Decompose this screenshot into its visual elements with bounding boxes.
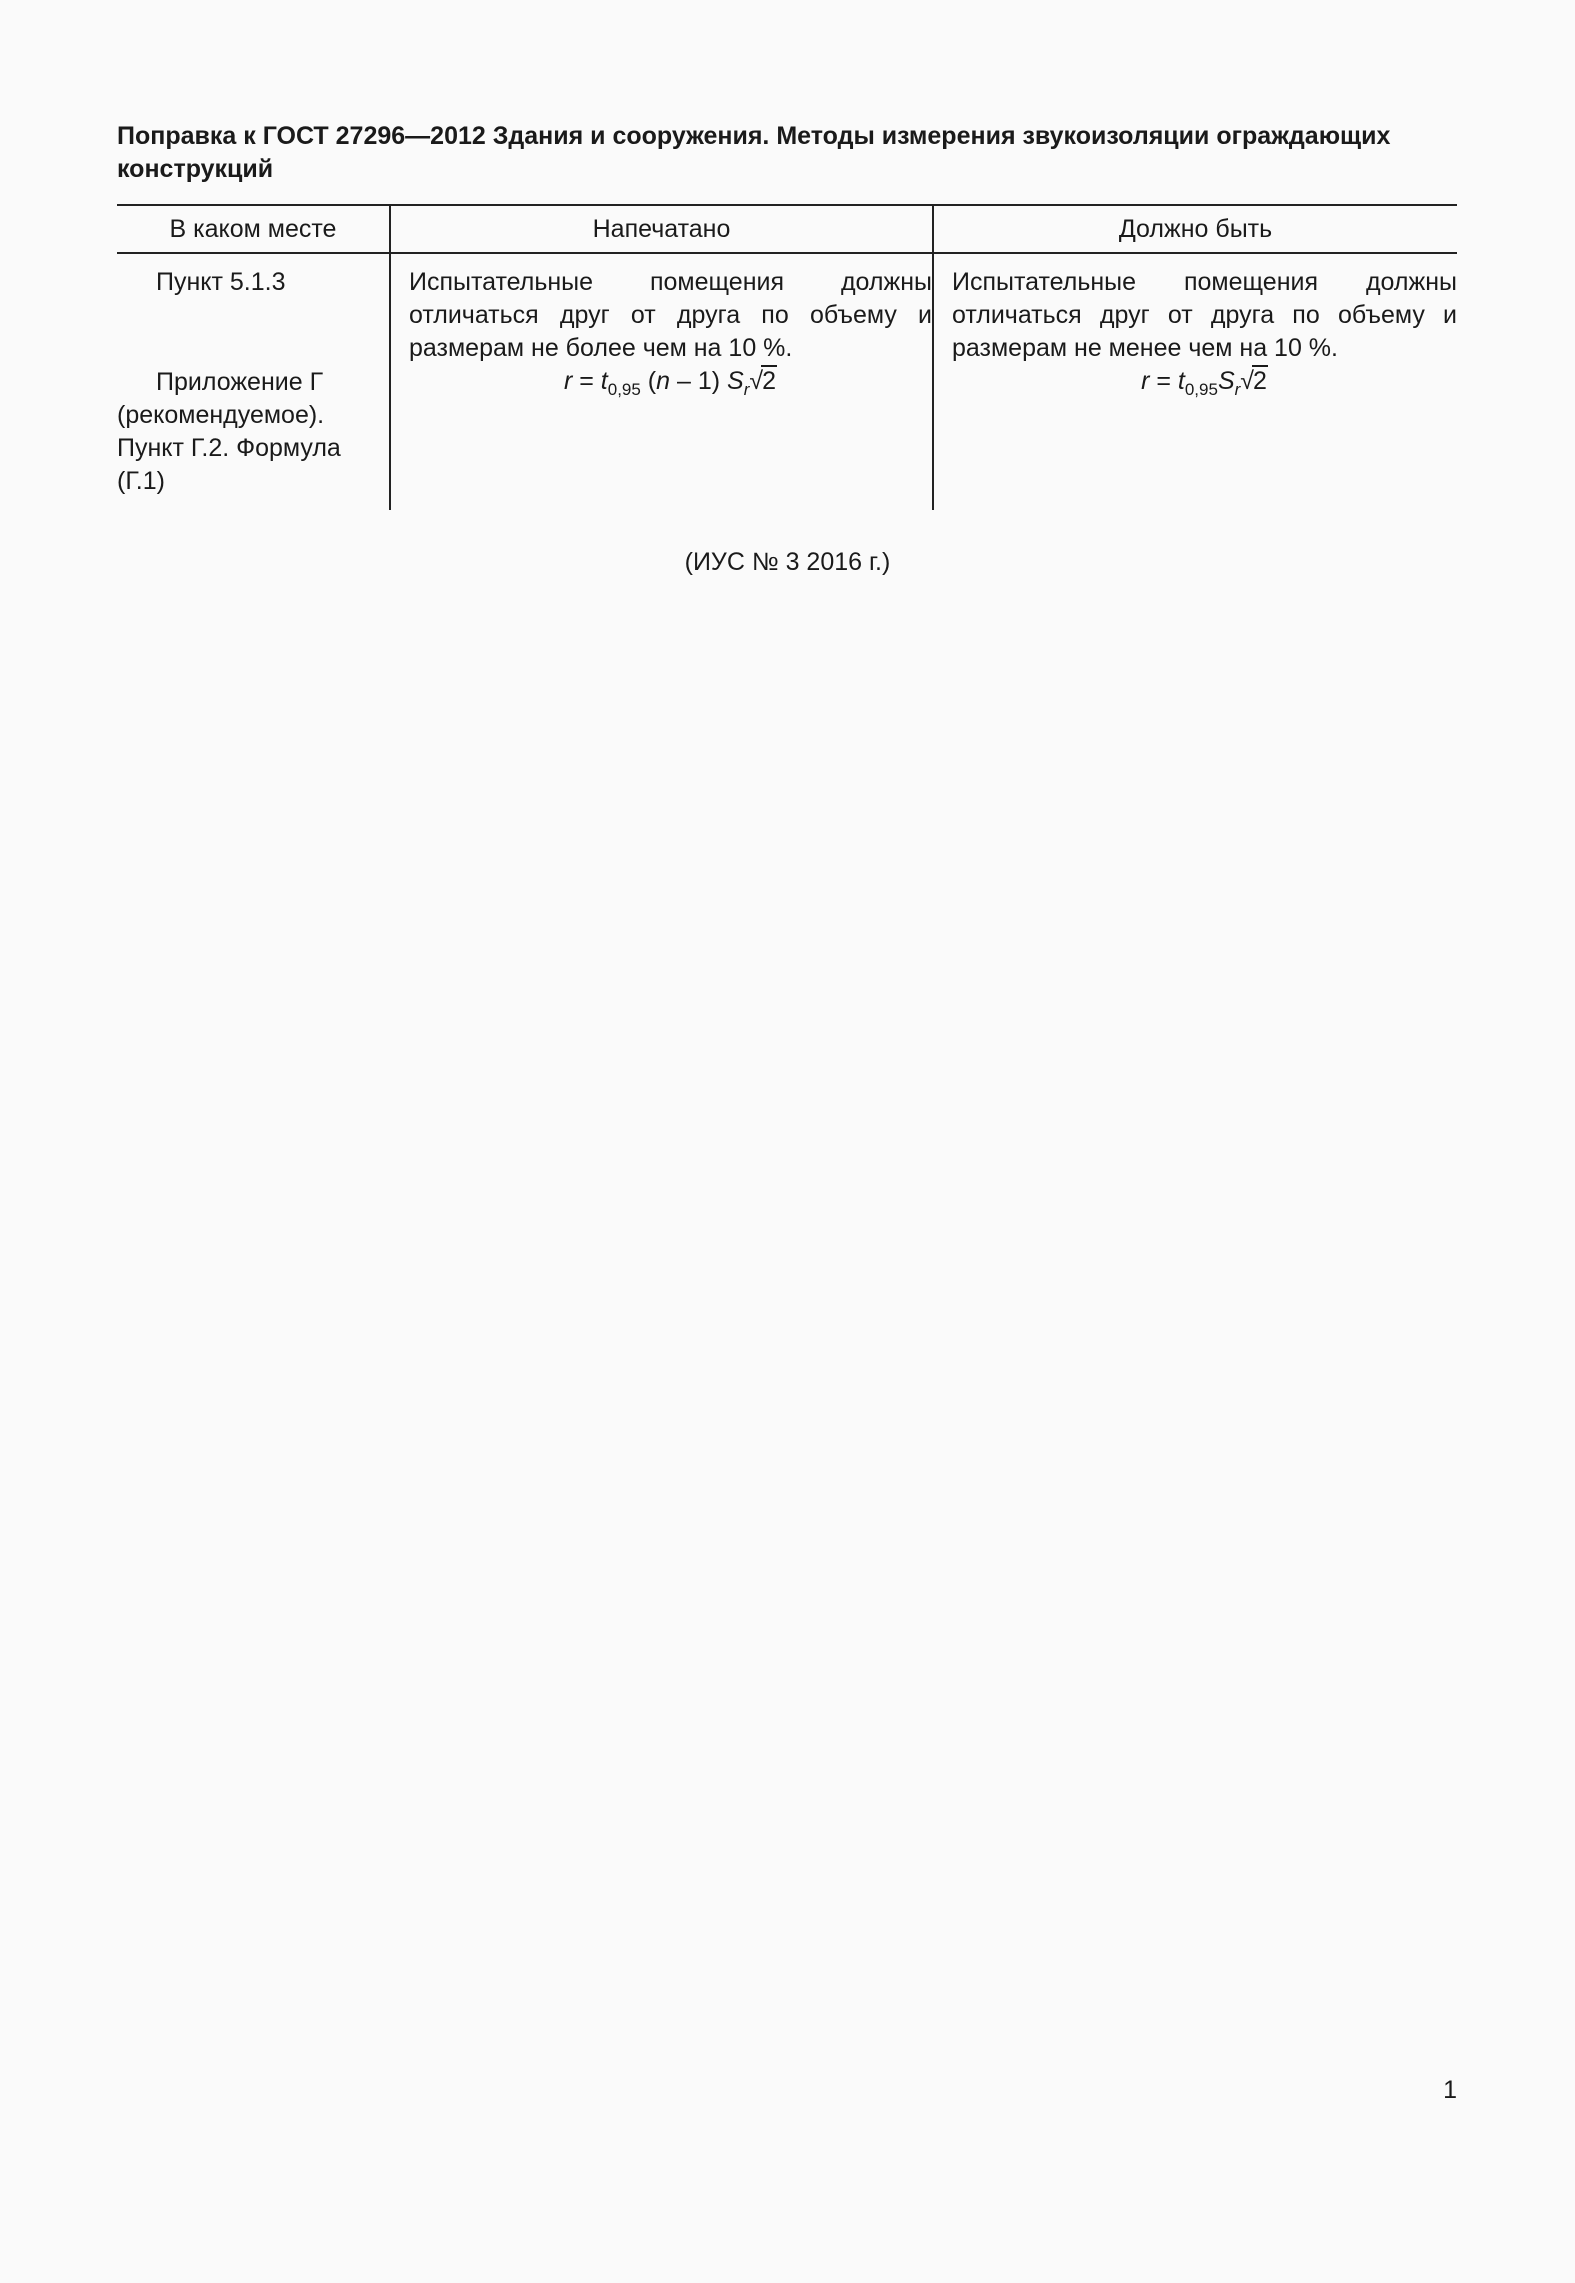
should-be-cell	[933, 253, 1457, 510]
place-cell	[117, 253, 390, 510]
footnote: (ИУС № 3 2016 г.)	[684, 548, 891, 576]
square-root: √2	[749, 367, 777, 395]
place-clause-5-1-3: Пункт 5.1.3	[156, 268, 286, 296]
should-be-formula: $r = t_{0,95}S_r√2$	[1141, 367, 1267, 399]
document-title: Поправка к ГОСТ 27296—2012 Здания и сооружения. Методы измерения звукоизоляции ограждающих конструкций	[117, 122, 1391, 183]
table-row	[117, 253, 1457, 510]
should-be-text: Испытательные помещения должны отличаться друг от друга по объему и размерам не менее чем на 10 %.	[952, 268, 1457, 362]
square-root: √2	[1240, 367, 1267, 395]
page-number: 1	[1443, 2076, 1457, 2104]
printed-text: Испытательные помещения должны отличаться друг от друга по объему и размерам не более чем на 10 %.	[409, 268, 932, 362]
header-printed: Напечатано	[390, 205, 933, 253]
printed-formula: $r = t_{0,95}$ (n – 1) $S_r√2$	[563, 367, 777, 399]
corrections-table	[117, 204, 1457, 510]
table-header-row	[117, 205, 1457, 253]
header-should-be: Должно быть	[933, 205, 1457, 253]
place-appendix-g: Приложение Г (рекомендуемое). Пункт Г.2. Формула (Г.1)	[117, 368, 341, 495]
header-place: В каком месте	[117, 205, 390, 253]
printed-cell	[390, 253, 933, 510]
corrections-table-wrapper	[117, 204, 1457, 510]
